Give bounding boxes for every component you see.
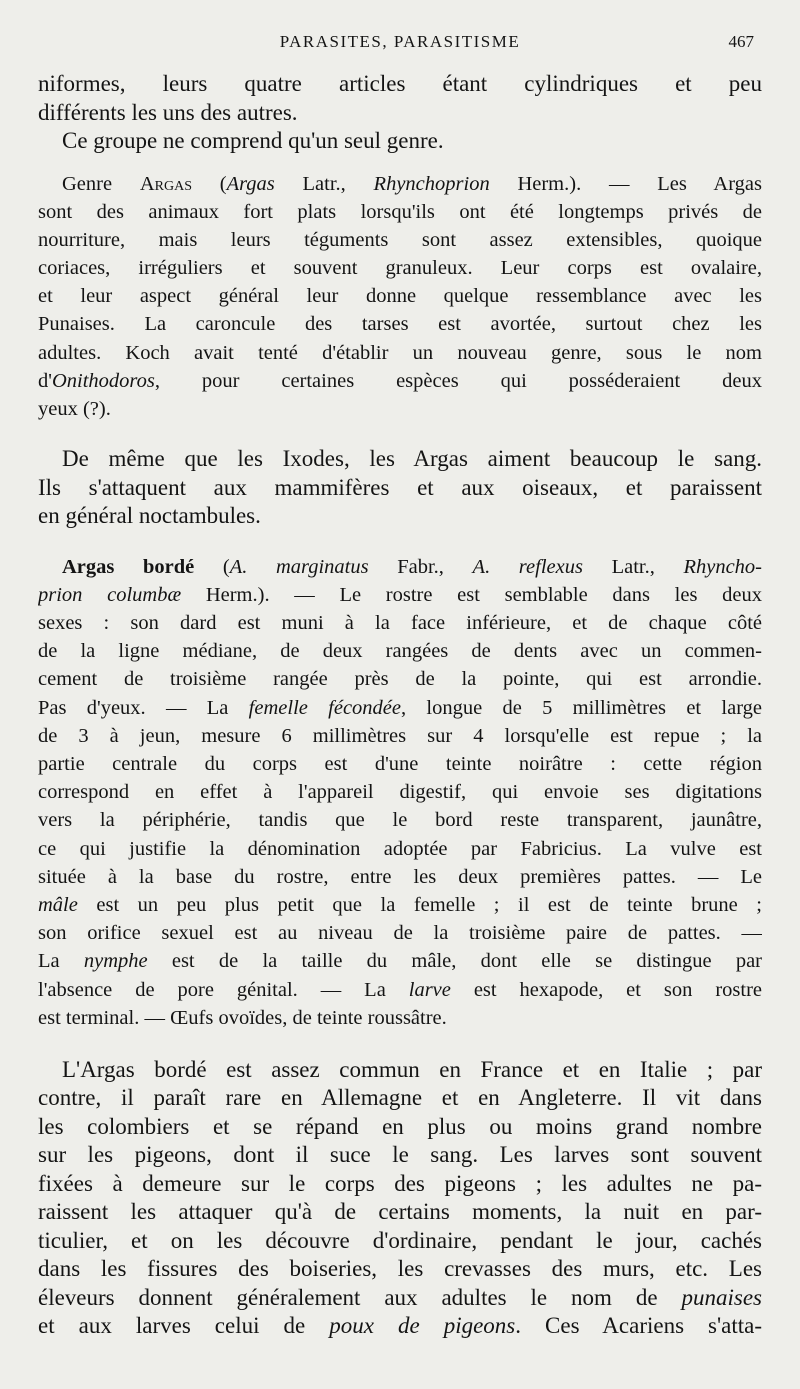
page-number: 467 [728,32,754,51]
running-head: PARASITES, PARASITISME [279,32,521,51]
text-line: ce qui justifie la dénomination adoptée par Fabricius. La vulve est [38,837,762,860]
text-line: Ce groupe ne comprend qu'un seul genre. [62,128,444,153]
text-line: nourriture, mais leurs téguments sont assez extensibles, quoique [38,228,762,251]
text-line [38,367,762,395]
text-line: partie centrale du corps est d'une teinte noirâtre : cette région [38,753,762,775]
paragraph-argas-borde [38,553,762,1032]
text-fragment: ( [191,172,227,195]
paragraph-continuation [38,70,762,127]
paragraph-group-intro [38,127,762,156]
italic-term: Argas [226,172,275,195]
text-fragment: Latr., [274,172,374,195]
italic-term: larve [408,978,451,1001]
text-line: Ils s'attaquent aux mammifères et aux oiseaux, et paraissent [38,474,762,500]
body-text [38,70,762,1341]
text-fragment: Herm.). — Le rostre est semblable dans les deux [181,583,762,606]
text-fragment: . Ces Acariens s'atta- [515,1313,762,1339]
text-fragment: , longue de 5 millimètres et large [401,696,762,719]
text-fragment: est hexapode, et son rostre [450,978,762,1001]
text-line [38,1312,762,1341]
text-line: et leur aspect général leur donne quelque ressemblance avec les [38,285,762,308]
text-line: les colombiers et se répand en plus ou moins grand nombre [38,1113,762,1139]
text-line [38,170,762,198]
paragraph-argas-habits [38,445,762,531]
text-line: contre, il paraît rare en Allemagne et en Angleterre. Il vit dans [38,1085,762,1111]
page-header [0,32,800,58]
genre-name: Argas [139,172,192,195]
text-fragment: Fabr., [368,555,473,578]
italic-term: Rhyncho- [683,555,762,578]
italic-term: prion columbæ [38,583,182,606]
text-line: Punaises. La caroncule des tarses est avortée, surtout chez les [38,313,762,336]
italic-term: femelle fécondée [248,696,401,719]
text-fragment: Pas d'yeux. — La [38,696,249,719]
text-line [38,1284,762,1313]
italic-term: mâle [38,893,78,916]
italic-term: punaises [681,1284,762,1310]
italic-term: Rhynchoprion [373,172,490,195]
text-fragment: Herm.). — Les Argas [489,172,762,195]
text-line: cement de troisième rangée près de la pointe, qui est arrondie. [38,668,762,691]
italic-term: nymphe [83,950,148,973]
italic-term: A. marginatus [229,555,369,578]
text-line: sexes : son dard est muni à la face inférieure, et de chaque côté [38,612,762,635]
text-line: adultes. Koch avait tenté d'établir un nouveau genre, sous le nom [38,341,762,364]
genre-label: Genre [62,172,140,195]
text-line: en général noctambules. [38,503,261,529]
text-line: de 3 à jeun, mesure 6 millimètres sur 4 lorsqu'elle est repue ; la [38,724,762,747]
text-fragment: est un peu plus petit que la femelle ; il est de teinte brune ; [77,893,762,916]
species-name: Argas bordé [62,555,195,578]
text-line [38,947,762,975]
text-line [38,694,762,722]
text-fragment: éleveurs donnent généralement aux adultes le nom de [38,1284,682,1310]
text-fragment: , pour certaines espèces qui posséderaient deux [154,369,762,392]
text-fragment: est de la taille du mâle, dont elle se distingue par [147,950,762,973]
text-line [38,976,762,1004]
text-line: est terminal. — Œufs ovoïdes, de teinte roussâtre. [38,1006,447,1029]
text-line: différents les uns des autres. [38,99,298,125]
text-line: de la ligne médiane, de deux rangées de dents avec un commen- [38,640,762,663]
text-line: sur les pigeons, dont il suce le sang. Les larves sont souvent [38,1142,762,1168]
text-line: yeux (?). [38,398,111,420]
text-line: vers la périphérie, tandis que le bord reste transparent, jaunâtre, [38,809,762,832]
text-line: fixées à demeure sur le corps des pigeons ; les adultes ne pa- [38,1170,762,1196]
text-fragment: l'absence de pore génital. — La [38,978,409,1001]
text-line: située à la base du rostre, entre les deux premières pattes. — Le [38,865,762,888]
text-line: De même que les Ixodes, les Argas aiment beaucoup le sang. [62,446,762,472]
text-line: correspond en effet à l'appareil digestif, qui envoie ses digitations [38,781,762,804]
text-fragment: ( [194,555,230,578]
text-fragment: Latr., [582,555,684,578]
text-fragment: d' [38,369,52,392]
text-line [38,553,762,581]
text-line: niformes, leurs quatre articles étant cylindriques et peu [38,71,762,96]
italic-term: Onithodoros [51,369,155,392]
text-line: dans les fissures des boiseries, les crevasses des murs, etc. Les [38,1256,762,1282]
italic-term: A. reflexus [472,555,583,578]
text-line: ticulier, et on les découvre d'ordinaire, pendant le jour, cachés [38,1227,762,1253]
italic-term: poux de pigeons [329,1313,516,1339]
text-line: sont des animaux fort plats lorsqu'ils ont été longtemps privés de [38,200,762,223]
paragraph-argas-distribution [38,1056,762,1341]
text-line: L'Argas bordé est assez commun en France et en Italie ; par [62,1056,762,1082]
text-line [38,581,762,609]
text-line: coriaces, irréguliers et souvent granuleux. Leur corps est ovalaire, [38,257,762,280]
text-line: raissent les attaquer qu'à de certains moments, la nuit en par- [38,1199,762,1225]
paragraph-genre-argas [38,170,762,424]
text-line: son orifice sexuel est au niveau de la troisième paire de pattes. — [38,922,762,945]
text-line [38,891,762,919]
text-fragment: La [38,950,84,973]
text-fragment: et aux larves celui de [38,1313,330,1339]
